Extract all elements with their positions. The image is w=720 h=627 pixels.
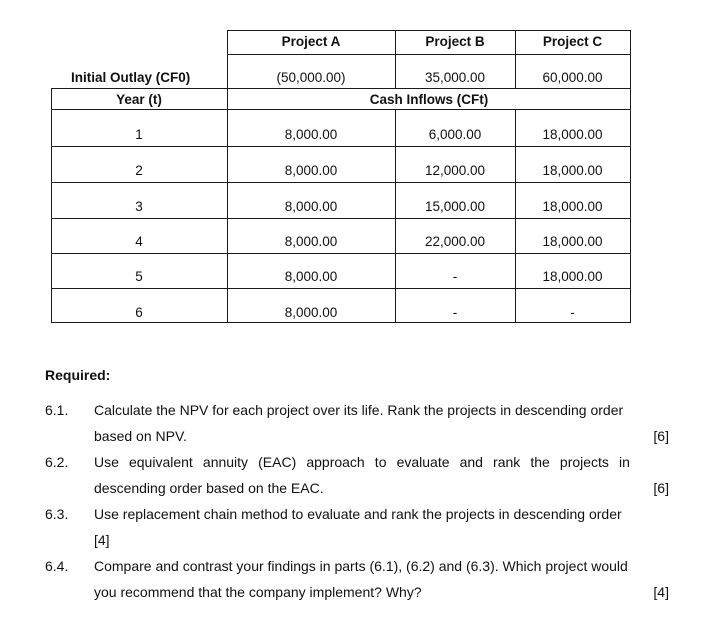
question-text-line: [94, 402, 669, 419]
table-line: [51, 109, 631, 110]
cell-project-a: 8,000.00: [284, 127, 338, 142]
cell-project-c: 18,000.00: [542, 127, 603, 142]
header-project-b: Project B: [425, 34, 485, 49]
question-text: you recommend that the company implement? Why?: [94, 584, 422, 600]
cell-project-b: 15,000.00: [424, 199, 486, 214]
question-marks: [4]: [653, 584, 669, 600]
cell-project-a: 8,000.00: [284, 163, 338, 178]
question-text-line: [94, 584, 669, 601]
question-marks-text: [4]: [94, 532, 110, 548]
required-heading: Required:: [45, 367, 111, 383]
table-line: [227, 54, 631, 55]
question-text: Use equivalent annuity (EAC) approach to evaluate and rank the projects in: [94, 454, 630, 470]
cell-project-b: -: [452, 305, 458, 320]
cell-project-c: 18,000.00: [542, 234, 603, 249]
table-line: [51, 88, 631, 89]
question-marks: [94, 532, 669, 549]
table-line: [51, 146, 631, 147]
year-cell: 2: [135, 163, 143, 178]
table-line: [51, 182, 631, 183]
question-number: 6.4.: [45, 558, 69, 574]
question-text-line: [94, 454, 669, 471]
question-text: based on NPV.: [94, 428, 187, 444]
cell-project-c: 18,000.00: [542, 269, 603, 284]
question-text: Use replacement chain method to evaluate and rank the projects in descending order: [94, 506, 622, 522]
outlay-project-a: (50,000.00): [276, 70, 346, 85]
question-number: 6.2.: [45, 454, 69, 470]
question-text: Compare and contrast your findings in parts (6.1), (6.2) and (6.3). Which project would: [94, 558, 628, 574]
cell-project-c: -: [570, 305, 575, 320]
table-line: [51, 253, 631, 254]
question-text-line: [94, 506, 669, 523]
cell-project-a: 8,000.00: [284, 234, 338, 249]
year-cell: 1: [135, 127, 143, 142]
table-line: [51, 288, 631, 289]
question-marks: [6]: [653, 428, 669, 444]
table-line: [227, 30, 631, 31]
outlay-project-b: 35,000.00: [424, 70, 486, 85]
cell-project-a: 8,000.00: [284, 269, 338, 284]
cell-project-a: 8,000.00: [284, 199, 338, 214]
initial-outlay-label: Initial Outlay (CF0): [71, 70, 191, 85]
outlay-project-c: 60,000.00: [542, 70, 603, 85]
table-line: [51, 218, 631, 219]
cell-project-b: 22,000.00: [424, 234, 486, 249]
question-text-line: [94, 428, 669, 445]
question-text-line: [94, 480, 669, 497]
question-text-line: [94, 558, 669, 575]
cell-project-c: 18,000.00: [542, 199, 603, 214]
cash-inflows-label: Cash Inflows (CFt): [369, 92, 489, 107]
year-label: Year (t): [116, 92, 162, 107]
header-project-c: Project C: [542, 34, 603, 49]
question-number: 6.3.: [45, 506, 69, 522]
question-number: 6.1.: [45, 402, 69, 418]
year-cell: 5: [135, 269, 143, 284]
cell-project-a: 8,000.00: [284, 305, 338, 320]
year-cell: 6: [135, 305, 143, 320]
year-cell: 4: [135, 234, 143, 249]
year-cell: 3: [135, 199, 143, 214]
question-text: Calculate the NPV for each project over its life. Rank the projects in descending order: [94, 402, 624, 418]
table-line: [630, 30, 631, 323]
header-project-a: Project A: [281, 34, 341, 49]
question-text: descending order based on the EAC.: [94, 480, 324, 496]
cell-project-b: 12,000.00: [424, 163, 486, 178]
cell-project-b: 6,000.00: [428, 127, 482, 142]
cell-project-c: 18,000.00: [542, 163, 603, 178]
table-line: [51, 322, 631, 323]
question-marks: [6]: [653, 480, 669, 496]
cash-flow-table: [51, 30, 631, 323]
cell-project-b: -: [452, 269, 458, 284]
